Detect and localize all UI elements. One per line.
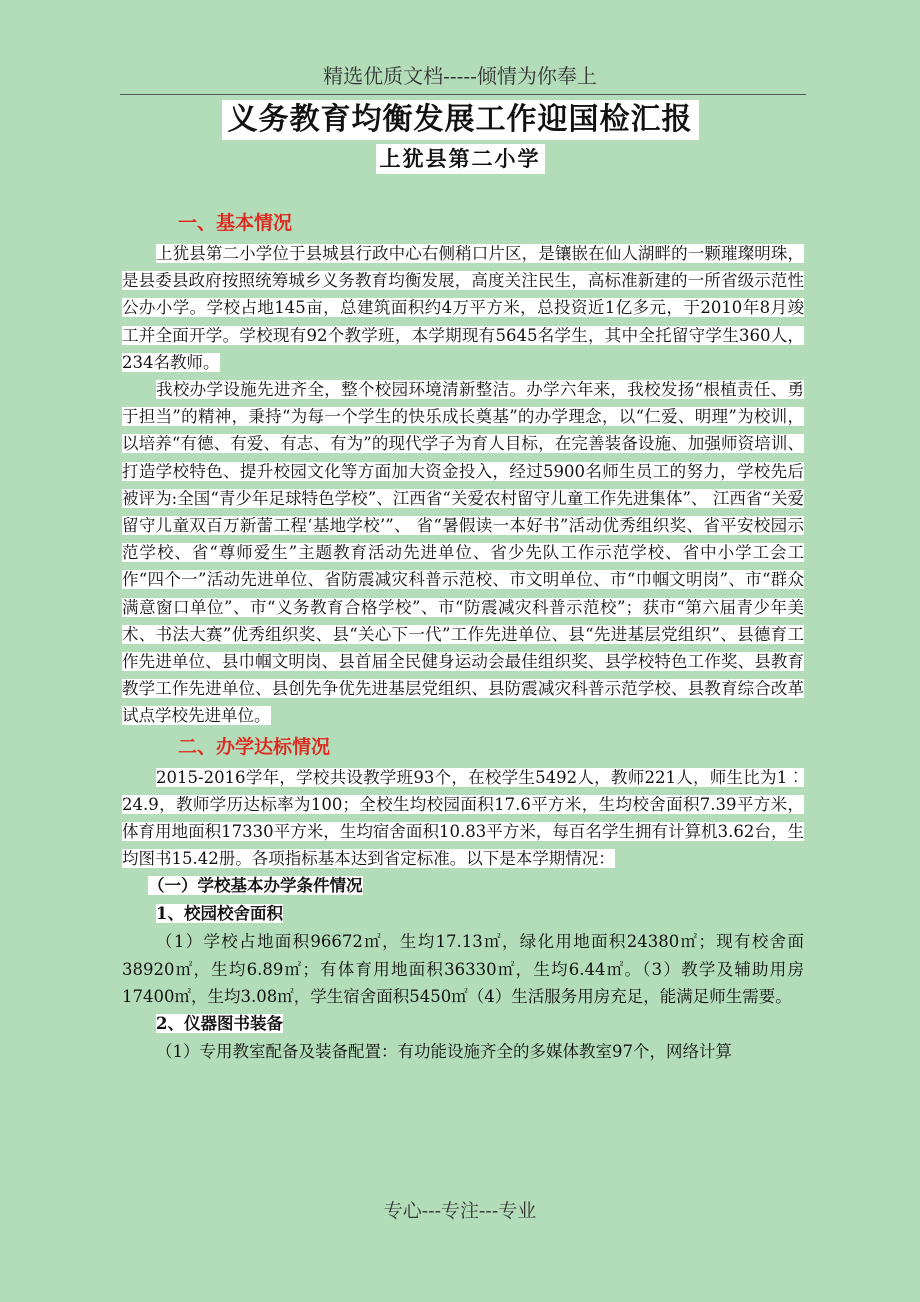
- header-divider: [120, 94, 806, 95]
- title-wrap: [0, 100, 920, 140]
- document-subtitle: 上犹县第二小学: [376, 144, 545, 174]
- paragraph: （1）专用教室配备及装备配置：有功能设施齐全的多媒体教室97个，网络计算: [156, 1042, 732, 1062]
- paragraph: [122, 240, 804, 376]
- sub-subsection-heading: [122, 1010, 804, 1038]
- document-title: 义务教育均衡发展工作迎国检汇报: [222, 100, 699, 140]
- sub-subsection-heading-text: 1、校园校舍面积: [156, 904, 283, 924]
- page-footer: 专心---专注---专业: [383, 1200, 537, 1222]
- document-body: [122, 206, 804, 1065]
- paragraph-text: 上犹县第二小学位于县城县行政中心右侧稍口片区，是镶嵌在仙人湖畔的一颗璀璨明珠，是县委县政府按照统筹城乡义务教育均衡发展，高度关注民生，高标准新建的一所省级示范性公办小学。学校占地145亩，总建筑面积约4万平方米，总投资近1亿多元，于2010年8月竣工并全面开学。学校现有92个教学班，本学期现有5645名学生，其中全托留守学生360人，234名教师。: [122, 244, 804, 372]
- section-heading-standards: 二、办学达标情况: [178, 735, 331, 758]
- page-header: 精选优质文档-----倾情为你奉上: [323, 64, 597, 88]
- subtitle-wrap: [0, 144, 920, 174]
- section-heading-basic: 一、基本情况: [178, 212, 293, 234]
- subsection-heading: [122, 872, 804, 900]
- paragraph: [122, 764, 804, 873]
- subsection-heading-text: （一）学校基本办学条件情况: [148, 876, 363, 896]
- paragraph-text: 我校办学设施先进齐全，整个校园环境清新整洁。办学六年来，我校发扬“根植责任、勇于担当”的精神，秉持“为每一个学生的快乐成长奠基”的办学理念，以“仁爱、明理”为校训，以培养“有德、有爱、有志、有为”的现代学子为育人目标，在完善装备设施、加强师资培训、打造学校特色、提升校园文化等方面加大资金投入，经过5900名师生员工的努力，学校先后被评为:全国“青少年足球特色学校”、江西省“关爱农村留守儿童工作先进集体”、 江西省“关爱留守儿童双百万新蕾工程‘基地学校’”、 省“暑假读一本好书”活动优秀组织奖、省平安校园示范学校、省“尊师爱生”主题教育活动先进单位、省少先队工作示范学校、省中小学工会工作“四个一”活动先进单位、省防震减灾科普示范校、市文明单位、市“巾帼文明岗”、市“群众满意窗口单位”、市“义务教育合格学校”、市“防震减灾科普示范校”；获市“第六届青少年美术、书法大赛”优秀组织奖、县“关心下一代”工作先进单位、县“先进基层党组织”、县德育工作先进单位、县巾帼文明岗、县首届全民健身运动会最佳组织奖、县学校特色工作奖、县教育教学工作先进单位、县创先争优先进基层党组织、县防震减灾科普示范学校、县教育综合改革试点学校先进单位。: [122, 380, 804, 726]
- paragraph-text: 2015-2016学年，学校共设教学班93个，在校学生5492人，教师221人，师生比为1︰24.9，教师学历达标率为100；全校生均校园面积17.6平方米，生均校舍面积7.39平方米，体育用地面积17330平方米，生均宿舍面积10.83平方米，每百名学生拥有计算机3.62台，生均图书15.42册。各项指标基本达到省定标准。以下是本学期情况：: [122, 767, 804, 869]
- paragraph: （1）学校占地面积96672㎡，生均17.13㎡，绿化用地面积24380㎡；现有校舍面38920㎡，生均6.89㎡；有体育用地面积36330㎡，生均6.44㎡。（3）教学及辅助用房17400㎡，生均3.08㎡，学生宿舍面积5450㎡（4）生活服务用房充足，能满足师生需要。: [122, 932, 804, 1006]
- paragraph: [122, 376, 804, 730]
- sub-subsection-heading: [122, 900, 804, 928]
- sub-subsection-heading-text: 2、仪器图书装备: [156, 1014, 283, 1034]
